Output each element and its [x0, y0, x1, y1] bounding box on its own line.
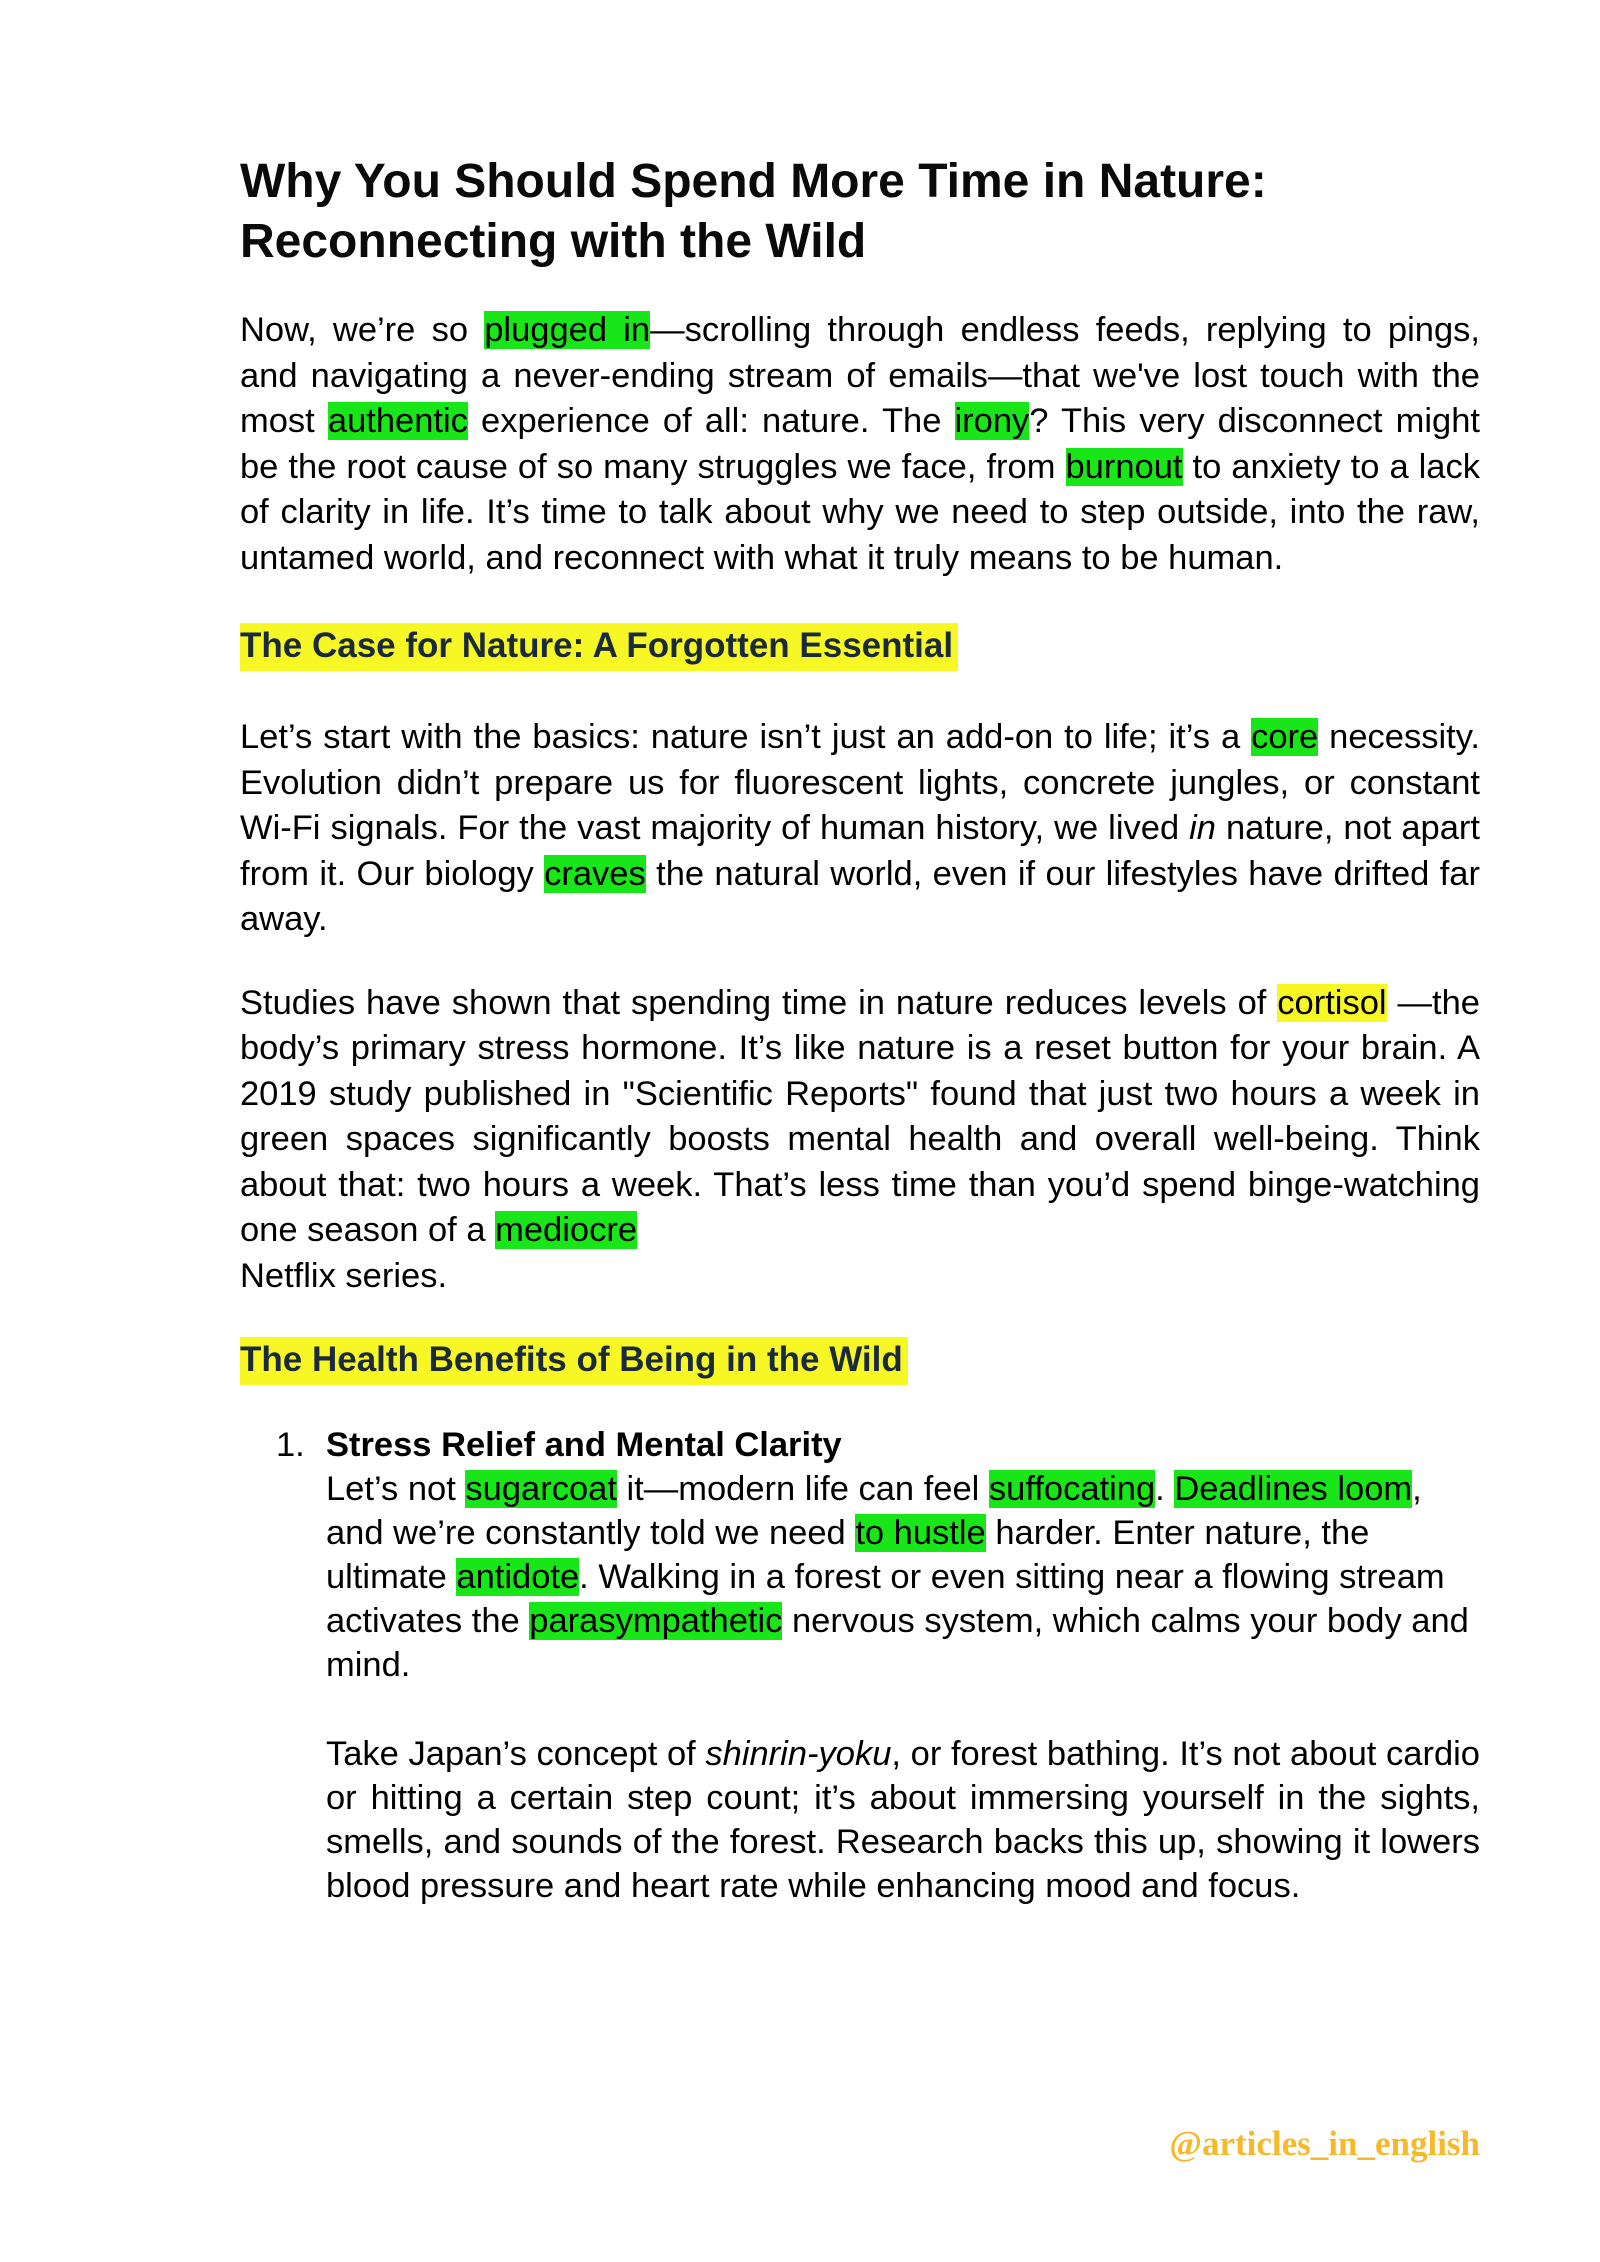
highlighted-word: mediocre — [495, 1211, 638, 1249]
title-line-1: Why You Should Spend More Time in Nature: — [240, 155, 1267, 208]
article-title — [240, 152, 1480, 272]
text: . — [1155, 1470, 1175, 1508]
italic-word: in — [1189, 809, 1216, 847]
highlighted-word: craves — [544, 854, 646, 893]
text: necessity. Evolution didn’t prepare us for fluorescent lights, concrete jungles, or constant Wi-Fi signals. For the vast majority of human history, we lived — [240, 718, 1480, 847]
text: nervous system, which calms your body and mind. — [326, 1602, 1469, 1684]
highlighted-word: core — [1251, 718, 1319, 756]
text: nature, not apart from it. Our biology — [240, 809, 1481, 893]
list-item-paragraph — [326, 1732, 1480, 1908]
article — [240, 152, 1480, 1908]
intro-paragraph — [240, 308, 1480, 581]
highlighted-word: irony — [954, 402, 1030, 440]
highlighted-word: suffocating — [988, 1470, 1156, 1508]
highlighted-word: cortisol — [1277, 983, 1387, 1022]
text: Let’s start with the basics: nature isn’t just an add-on to life; it’s a — [240, 718, 1252, 756]
benefits-list — [240, 1423, 1480, 1908]
text: , or forest bathing. It’s not about cardio or hitting a certain step count; it’s about immersing yourself in the sights, smells, and sounds of the forest. Research backs this up, showing it lowers blood pressure and heart rate while enhancing mood and focus. — [326, 1735, 1480, 1905]
highlighted-word: antidote — [456, 1558, 580, 1596]
text: Now, we’re so — [240, 311, 485, 349]
text: ? This very disconnect might be the root cause of so many struggles we face, from — [240, 402, 1480, 486]
highlighted-word: authentic — [327, 402, 468, 440]
highlighted-word: plugged in — [484, 311, 651, 349]
highlighted-word: parasympathetic — [529, 1602, 783, 1640]
highlighted-word: to hustle — [855, 1514, 986, 1552]
list-item — [240, 1423, 1480, 1908]
highlighted-word: burnout — [1065, 447, 1183, 486]
text: Take Japan’s concept of — [326, 1735, 706, 1773]
text: it—modern life can feel — [616, 1470, 989, 1508]
highlighted-word: sugarcoat — [465, 1470, 617, 1508]
text: Let’s not — [326, 1470, 466, 1508]
author-handle: @articles_in_english — [1169, 2124, 1480, 2163]
section-heading-health-benefits: The Health Benefits of Being in the Wild — [240, 1337, 908, 1385]
text: —scrolling through endless feeds, replying to pings, and navigating a never-ending stream of emails—that we've lost touch with the most — [240, 311, 1480, 440]
italic-word: shinrin-yoku — [705, 1735, 892, 1773]
list-item-title: Stress Relief and Mental Clarity — [326, 1426, 842, 1464]
text: the natural world, even if our lifestyles have drifted far away. — [240, 854, 1480, 938]
text: , and we’re constantly told we need — [326, 1470, 1422, 1552]
section-heading-wrapper — [240, 623, 1480, 671]
list-number: 1. — [276, 1426, 305, 1464]
text: —the body’s primary stress hormone. It’s like nature is a reset button for your brain. A 2019 study published in "Scientific Reports" found that just two hours a week in green spaces significantly boosts mental health and overall well-being. Think about that: two hours a week. That’s less time than you’d spend binge-watching one season of a — [240, 983, 1480, 1249]
list-item-paragraph — [326, 1467, 1480, 1687]
highlighted-word: Deadlines loom — [1174, 1470, 1413, 1508]
text: Netflix series. — [240, 1256, 448, 1295]
text: harder. Enter nature, the ultimate — [326, 1514, 1370, 1596]
title-line-2: Reconnecting with the Wild — [240, 215, 867, 268]
section-heading-case-for-nature: The Case for Nature: A Forgotten Essential — [240, 623, 958, 671]
paragraph-basics — [240, 715, 1480, 943]
text: to anxiety to a lack of clarity in life. It’s time to talk about why we need to step outside, into the raw, untamed world, and reconnect with what it truly means to be human. — [240, 447, 1480, 577]
text: experience of all: nature. The — [467, 402, 955, 440]
section-heading-wrapper — [240, 1337, 1480, 1385]
paragraph-studies — [240, 981, 1480, 1300]
text: Studies have shown that spending time in nature reduces levels of — [240, 983, 1278, 1022]
text: . Walking in a forest or even sitting near a flowing stream activates the — [326, 1558, 1445, 1640]
